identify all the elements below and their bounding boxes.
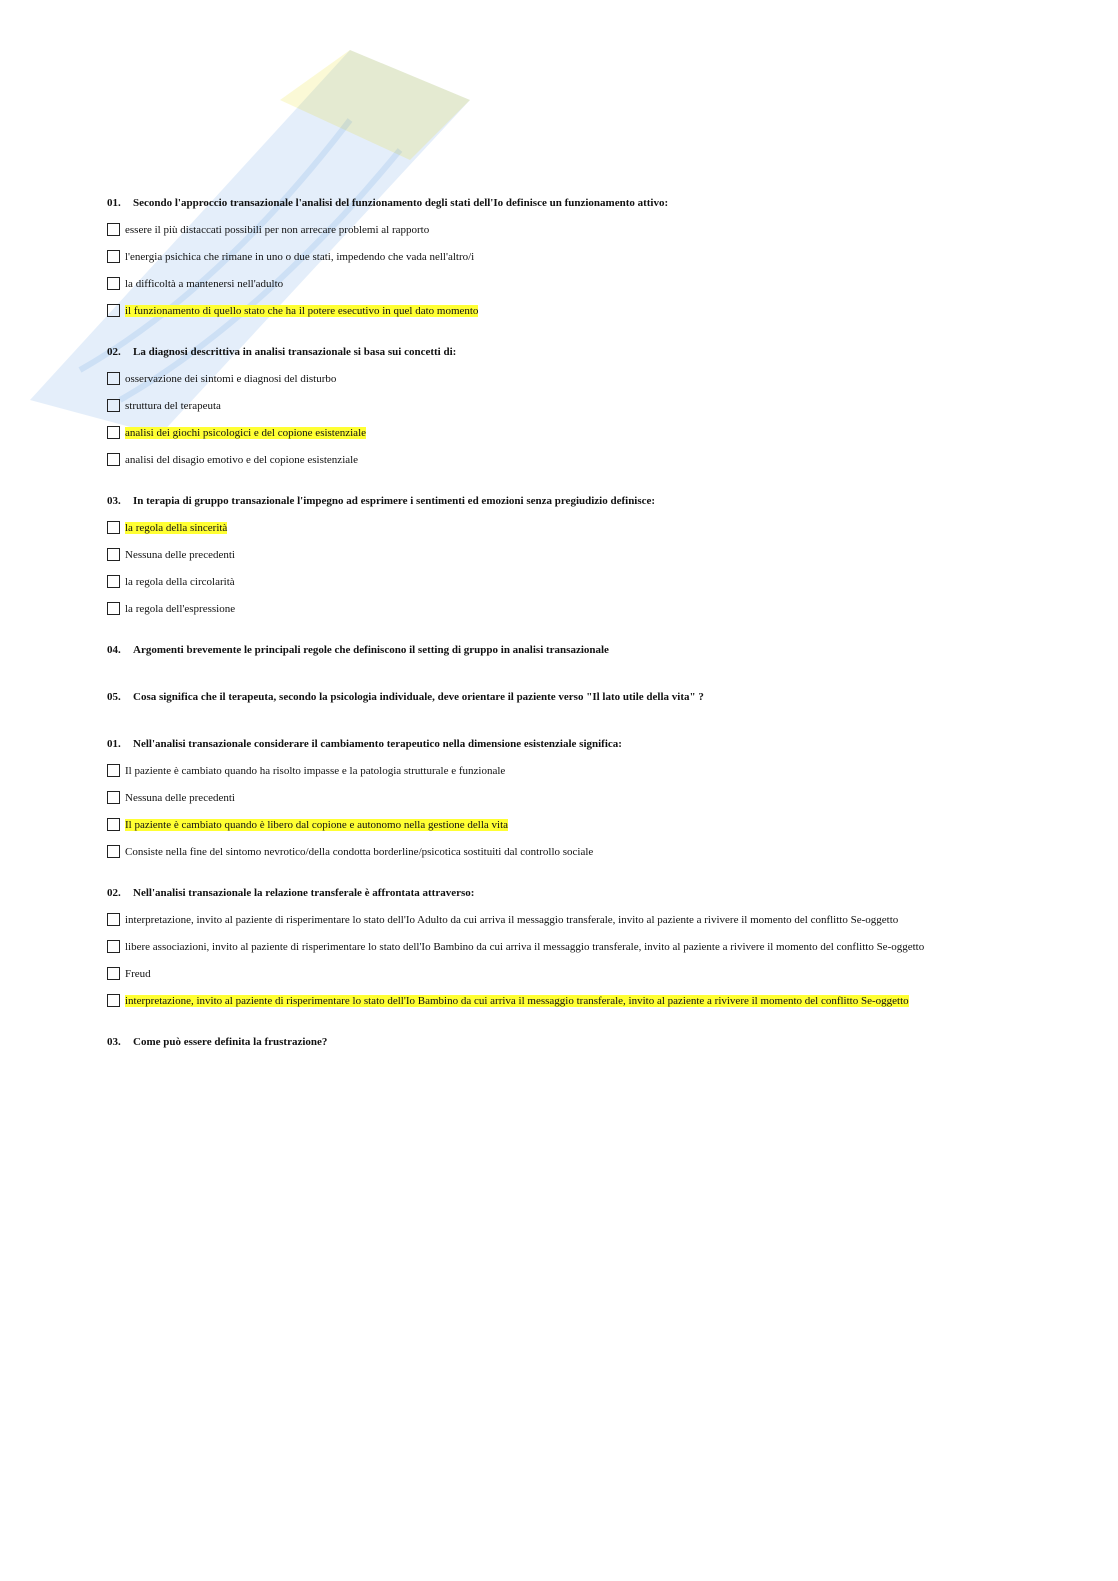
answer-checkbox[interactable]	[107, 453, 120, 466]
answer-option[interactable]	[107, 818, 977, 834]
answer-checkbox[interactable]	[107, 845, 120, 858]
question-8	[107, 1035, 977, 1049]
question-number: 01.	[107, 738, 121, 750]
question-text: In terapia di gruppo transazionale l'impegno ad esprimere i sentimenti ed emozioni senza pregiudizio definisce:	[133, 495, 656, 507]
section-spacer	[107, 480, 977, 494]
question-7	[107, 886, 977, 900]
answer-checkbox[interactable]	[107, 764, 120, 777]
answer-option[interactable]	[107, 304, 977, 320]
question-6	[107, 737, 977, 751]
answer-checkbox[interactable]	[107, 940, 120, 953]
answer-text: Il paziente è cambiato quando ha risolto impasse e la patologia strutturale e funzionale	[125, 765, 506, 777]
answer-text-highlighted: interpretazione, invito al paziente di risperimentare lo stato dell'Io Bambino da cui arriva il messaggio transferale, invito al paziente a rivivere il momento del conflitto Se-oggetto	[125, 995, 909, 1007]
section-spacer	[107, 1021, 977, 1035]
section-spacer	[107, 331, 977, 345]
question-1	[107, 196, 977, 210]
answer-option[interactable]	[107, 940, 977, 956]
answer-text: la regola della circolarità	[125, 576, 235, 588]
answer-text: osservazione dei sintomi e diagnosi del disturbo	[125, 373, 337, 385]
answer-option[interactable]	[107, 223, 977, 239]
answer-option[interactable]	[107, 967, 977, 983]
question-number: 05.	[107, 691, 121, 703]
question-number: 03.	[107, 495, 121, 507]
question-3	[107, 494, 977, 508]
question-number: 03.	[107, 1036, 121, 1048]
answer-checkbox[interactable]	[107, 994, 120, 1007]
answer-text: la regola dell'espressione	[125, 603, 236, 615]
question-number: 02.	[107, 346, 121, 358]
question-number: 04.	[107, 644, 121, 656]
answer-checkbox[interactable]	[107, 913, 120, 926]
answer-option[interactable]	[107, 575, 977, 591]
answer-option[interactable]	[107, 250, 977, 266]
answer-option[interactable]	[107, 602, 977, 618]
answer-checkbox[interactable]	[107, 250, 120, 263]
answer-checkbox[interactable]	[107, 791, 120, 804]
answer-option[interactable]	[107, 426, 977, 442]
answer-text: struttura del terapeuta	[125, 400, 221, 412]
answer-checkbox[interactable]	[107, 575, 120, 588]
answer-checkbox[interactable]	[107, 602, 120, 615]
answer-option[interactable]	[107, 277, 977, 293]
answer-text: Nessuna delle precedenti	[125, 792, 235, 804]
answer-text: Nessuna delle precedenti	[125, 549, 235, 561]
answer-text-highlighted: Il paziente è cambiato quando è libero dal copione e autonomo nella gestione della vita	[125, 819, 509, 831]
answer-text: analisi del disagio emotivo e del copione esistenziale	[125, 454, 359, 466]
answer-option[interactable]	[107, 913, 977, 929]
answer-option[interactable]	[107, 521, 977, 537]
answer-text: essere il più distaccati possibili per non arrecare problemi al rapporto	[125, 224, 430, 236]
answer-text: Consiste nella fine del sintomo nevrotico/della condotta borderline/psicotica sostituiti dal controllo sociale	[125, 846, 594, 858]
answer-text: interpretazione, invito al paziente di risperimentare lo stato dell'Io Adulto da cui arriva il messaggio transferale, invito al paziente a rivivere il momento del conflitto Se-oggetto	[125, 914, 899, 926]
question-text: La diagnosi descrittiva in analisi transazionale si basa sui concetti di:	[133, 346, 457, 358]
answer-checkbox[interactable]	[107, 548, 120, 561]
question-4	[107, 643, 977, 657]
section-spacer	[107, 1062, 977, 1082]
answer-text: Freud	[125, 968, 151, 980]
question-number: 01.	[107, 197, 121, 209]
question-number: 02.	[107, 887, 121, 899]
answer-option[interactable]	[107, 994, 977, 1010]
question-text: Cosa significa che il terapeuta, secondo la psicologia individuale, deve orientare il paziente verso "Il lato utile della vita" ?	[133, 691, 704, 703]
answer-option[interactable]	[107, 548, 977, 564]
question-2	[107, 345, 977, 359]
section-spacer	[107, 717, 977, 737]
answer-checkbox[interactable]	[107, 967, 120, 980]
answer-option[interactable]	[107, 764, 977, 780]
section-spacer	[107, 670, 977, 690]
answer-option[interactable]	[107, 453, 977, 469]
answer-checkbox[interactable]	[107, 304, 120, 317]
question-text: Nell'analisi transazionale la relazione transferale è affrontata attraverso:	[133, 887, 475, 899]
question-text: Secondo l'approccio transazionale l'analisi del funzionamento degli stati dell'Io definisce un funzionamento attivo:	[133, 197, 669, 209]
answer-checkbox[interactable]	[107, 277, 120, 290]
answer-text-highlighted: analisi dei giochi psicologici e del copione esistenziale	[125, 427, 367, 439]
answer-checkbox[interactable]	[107, 399, 120, 412]
exam-sheet	[107, 196, 977, 1082]
answer-text-highlighted: il funzionamento di quello stato che ha il potere esecutivo in quel dato momento	[125, 305, 479, 317]
answer-text: l'energia psichica che rimane in uno o due stati, impedendo che vada nell'altro/i	[125, 251, 475, 263]
answer-text: libere associazioni, invito al paziente di risperimentare lo stato dell'Io Bambino da cui arriva il messaggio transferale, invito al paziente a rivivere il momento del conflitto Se-oggetto	[125, 941, 925, 953]
answer-checkbox[interactable]	[107, 223, 120, 236]
answer-checkbox[interactable]	[107, 372, 120, 385]
answer-option[interactable]	[107, 372, 977, 388]
answer-option[interactable]	[107, 791, 977, 807]
answer-checkbox[interactable]	[107, 818, 120, 831]
answer-checkbox[interactable]	[107, 426, 120, 439]
answer-option[interactable]	[107, 845, 977, 861]
answer-option[interactable]	[107, 399, 977, 415]
question-text: Come può essere definita la frustrazione?	[133, 1036, 328, 1048]
answer-text-highlighted: la regola della sincerità	[125, 522, 228, 534]
answer-text: la difficoltà a mantenersi nell'adulto	[125, 278, 284, 290]
section-spacer	[107, 872, 977, 886]
question-text: Nell'analisi transazionale considerare il cambiamento terapeutico nella dimensione esistenziale significa:	[133, 738, 622, 750]
question-5	[107, 690, 977, 704]
question-text: Argomenti brevemente le principali regole che definiscono il setting di gruppo in analisi transazionale	[133, 644, 609, 656]
answer-checkbox[interactable]	[107, 521, 120, 534]
section-spacer	[107, 629, 977, 643]
